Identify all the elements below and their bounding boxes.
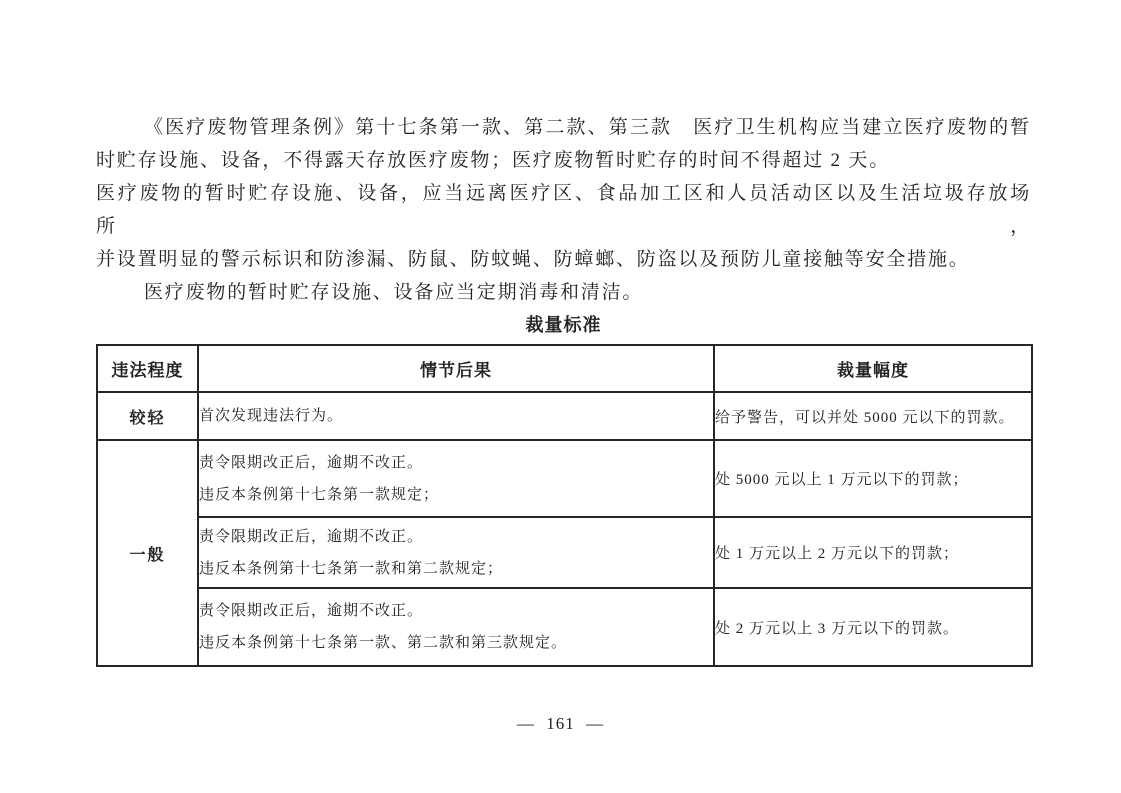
regulation-paragraph (96, 111, 1031, 309)
consequence-line: 违反本条例第十七条第一款、第二款和第三款规定。 (199, 635, 568, 651)
consequence-line: 责令限期改正后，逾期不改正。 (199, 603, 424, 619)
consequence-line: 违反本条例第十七条第一款规定； (199, 486, 440, 503)
table-row-general-1 (97, 440, 1032, 517)
penalty-cell: 处 2 万元以上 3 万元以下的罚款。 (714, 588, 1032, 666)
paragraph-line: 医疗废物的暂时贮存设施、设备应当定期消毒和清洁。 (144, 282, 644, 303)
consequence-cell (198, 517, 714, 588)
paragraph-line: 时贮存设施、设备，不得露天存放医疗废物；医疗废物暂时贮存的时间不得超过 2 天。 (96, 150, 891, 171)
header-violation-degree: 违法程度 (97, 345, 198, 392)
degree-cell-general: 一般 (97, 440, 198, 666)
paragraph-line: 《医疗废物管理条例》第十七条第一款、第二款、第三款 医疗卫生机构应当建立医疗废物的暂 (144, 117, 1031, 138)
table-row-general-3 (97, 588, 1032, 666)
penalty-cell: 处 1 万元以上 2 万元以下的罚款； (714, 517, 1032, 588)
table-header-row (97, 345, 1032, 392)
discretion-standards-table (96, 344, 1033, 667)
penalty-cell: 处 5000 元以上 1 万元以下的罚款； (714, 440, 1032, 517)
table-row-general-2 (97, 517, 1032, 588)
table-title: 裁量标准 (525, 315, 602, 335)
paragraph-line: 并设置明显的警示标识和防渗漏、防鼠、防蚊蝇、防蟑螂、防盗以及预防儿童接触等安全措施。 (96, 249, 970, 270)
consequence-line: 违反本条例第十七条第一款和第二款规定； (199, 560, 504, 577)
consequence-line: 责令限期改正后，逾期不改正。 (199, 528, 424, 545)
paragraph-line: 医疗废物的暂时贮存设施、设备，应当远离医疗区、食品加工区和人员活动区以及生活垃圾存放场所， (96, 183, 1031, 237)
consequence-cell (198, 440, 714, 517)
consequence-line: 首次发现违法行为。 (199, 408, 344, 424)
degree-cell-minor: 较轻 (97, 392, 198, 440)
page-number: — 161 — (517, 714, 604, 733)
page-content (96, 111, 1031, 667)
table-row-minor (97, 392, 1032, 440)
consequence-cell (198, 588, 714, 666)
consequence-line: 责令限期改正后，逾期不改正。 (199, 454, 424, 471)
consequence-cell (198, 392, 714, 440)
header-circumstances-consequences: 情节后果 (198, 345, 714, 392)
header-discretion-range: 裁量幅度 (714, 345, 1032, 392)
penalty-cell: 给予警告，可以并处 5000 元以下的罚款。 (714, 392, 1032, 440)
